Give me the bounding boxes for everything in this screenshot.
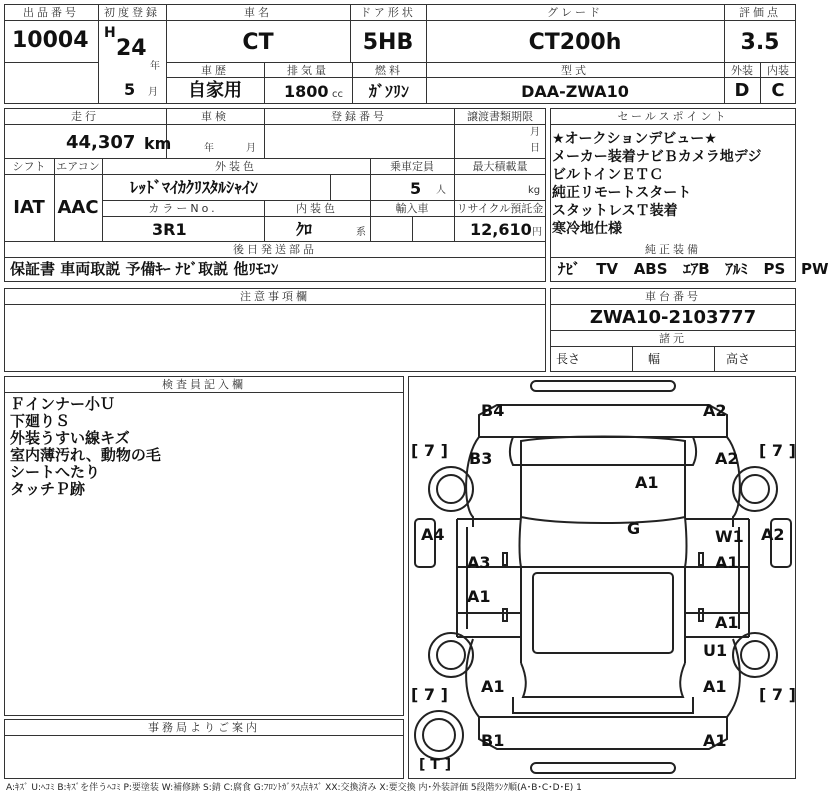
sales-point: ★オークションデビュー★: [552, 131, 717, 147]
color-label: 外装色: [215, 160, 257, 173]
mark-a1-right-rear-door: A1: [715, 613, 739, 632]
equipment-item: ｴｱB: [683, 260, 710, 278]
remark-line: タッチＰ跡: [10, 480, 86, 498]
mark-a2-front-right: A2: [703, 401, 727, 420]
right-rear-hub: [741, 641, 769, 669]
score: 3.5: [740, 30, 780, 55]
year-unit: 年: [150, 61, 160, 72]
grade: CT200h: [528, 30, 622, 55]
history-label: 車歴: [201, 64, 229, 77]
interior-color: ｸﾛ: [296, 220, 313, 239]
car-name-label: 車名: [244, 6, 272, 19]
remark-line: Ｆインナー小Ｕ: [10, 395, 116, 413]
disp-label: 排気量: [287, 64, 329, 77]
aircon: AAC: [57, 197, 99, 218]
front-bumper-top: [531, 381, 675, 391]
front-bumper: [479, 405, 727, 437]
ac-label: エアコン: [56, 160, 100, 173]
sales-point: スタットレスＴ装着: [552, 203, 678, 219]
equipment-item: ﾅﾋﾞ: [558, 260, 581, 278]
inspector-remarks: [10, 396, 161, 498]
remark-line: 外装うすい線キズ: [10, 429, 130, 447]
interior-unit: 系: [356, 227, 366, 238]
width-label: 幅: [648, 352, 661, 366]
equipment-list: [558, 262, 829, 277]
int-grade: C: [771, 80, 785, 101]
sales-point: ビルトインＥＴＣ: [552, 167, 664, 183]
chassis-number: ZWA10-2103777: [589, 307, 757, 328]
mark-a2-right-fender: A2: [715, 449, 739, 468]
shift-label: シフト: [12, 160, 46, 173]
inspector-label: 検査員記入欄: [162, 378, 246, 391]
reg-no-label: 登録番号: [331, 110, 387, 123]
right-rear-wheel: [733, 633, 777, 677]
model-code: DAA-ZWA10: [521, 82, 629, 101]
mark-b1: B1: [481, 731, 505, 750]
notes-label: 注意事項欄: [240, 290, 310, 303]
displacement: 1800: [284, 82, 329, 101]
equipment-item: PS: [763, 260, 786, 278]
load-unit: kg: [528, 185, 541, 196]
door-type: 5HB: [362, 30, 414, 55]
mark-a2-side: A2: [761, 525, 785, 544]
disp-unit: cc: [332, 89, 343, 100]
roof: [533, 573, 673, 653]
recycle-unit: 円: [532, 227, 542, 238]
mark-w1: W1: [715, 527, 744, 546]
remark-line: 下廻りＳ: [10, 412, 71, 430]
mark-u1: U1: [703, 641, 728, 660]
mileage-label: 走行: [71, 110, 99, 123]
first-reg-label: 初度登録: [104, 6, 160, 19]
era: H: [104, 25, 116, 41]
mark-b3: B3: [469, 449, 493, 468]
capacity: 5: [410, 179, 422, 198]
reg-year: 24: [116, 36, 147, 61]
mileage: 44,307: [66, 132, 136, 153]
mark-a1-rear: A1: [703, 731, 727, 750]
sales-point: 純正リモートスタート: [552, 185, 692, 201]
car-name: CT: [242, 30, 274, 55]
insp-year-unit: 年: [204, 143, 214, 154]
office-label: 事務局よりご案内: [148, 721, 260, 734]
car-diagram: [408, 376, 796, 779]
mileage-unit: km: [144, 134, 172, 153]
height-label: 高さ: [726, 352, 751, 366]
history: 自家用: [188, 80, 242, 101]
tire-depth-left-rear: [ 7 ]: [411, 685, 448, 704]
handle-lr: [503, 609, 507, 621]
equipment-item: PW: [801, 260, 829, 278]
spare-hub: [423, 719, 455, 751]
later-parts-label: 後日発送部品: [233, 243, 317, 256]
remark-line: 室内薄汚れ、動物の毛: [10, 446, 161, 464]
recycle-label: リサイクル預託金: [456, 202, 544, 215]
insp-month-unit: 月: [246, 143, 256, 154]
color-no: 3R1: [152, 220, 187, 239]
load-label: 最大積載量: [472, 160, 528, 173]
equipment-label: 純正装備: [645, 243, 701, 256]
equipment-item: ABS: [633, 260, 668, 278]
pillars: [521, 567, 685, 663]
transfer-label: 譲渡書類期限: [467, 110, 533, 123]
shift: IAT: [13, 197, 45, 218]
recycle-fee: 12,610: [470, 220, 532, 239]
rear-bumper-bottom: [531, 763, 675, 773]
interior-label: 内装色: [296, 202, 338, 215]
mark-a1-bottom-left: A1: [481, 677, 505, 696]
door-label: ドア形状: [360, 6, 416, 19]
transfer-month: 月: [530, 127, 540, 138]
mark-g: G: [627, 519, 641, 538]
hood: [521, 437, 685, 524]
fuel-label: 燃料: [375, 64, 403, 77]
color-no-label: カラーNo.: [148, 202, 218, 215]
remark-line: シートへたり: [10, 463, 101, 481]
transfer-day: 日: [530, 143, 540, 154]
mark-a1-left-rear-door: A1: [467, 587, 491, 606]
month-unit: 月: [148, 87, 158, 98]
score-label: 評価点: [739, 6, 781, 19]
mark-a3: A3: [467, 553, 491, 572]
equipment-item: TV: [596, 260, 619, 278]
chassis-label: 車台番号: [645, 290, 701, 303]
spare-tire-type: [ T ]: [419, 757, 452, 773]
mark-a4: A4: [421, 525, 445, 544]
left-side-panels: [457, 519, 467, 637]
tire-depth-right-front: [ 7 ]: [759, 441, 796, 460]
sales-point: メーカー装着ナビＢカメラ地デジ: [552, 149, 762, 165]
capacity-unit: 人: [436, 185, 446, 196]
inspection-label: 車検: [201, 110, 229, 123]
mark-a1-right-front-door: A1: [715, 553, 739, 572]
lot-label: 出品番号: [23, 6, 79, 19]
ext-label: 外装: [731, 64, 753, 77]
windshield: [520, 517, 687, 567]
body-color: ﾚｯﾄﾞﾏｲｶｸﾘｽﾀﾙｼｬｲﾝ: [130, 178, 259, 197]
grade-label: グレード: [547, 6, 603, 19]
rear-bumper: [479, 717, 727, 749]
trunk: [513, 697, 693, 713]
rear-window: [521, 663, 685, 697]
lot-number: 10004: [12, 28, 89, 53]
later-parts: 保証書 車両取説 予備ｷｰ ﾅﾋﾞ取説 他ﾘﾓｺﾝ: [10, 260, 279, 278]
sales-points-label: セールスポイント: [617, 110, 729, 123]
car-outline-diagram: [409, 377, 797, 780]
mark-b4: B4: [481, 401, 505, 420]
handle-rf: [699, 553, 703, 565]
length-label: 長さ: [556, 352, 581, 366]
equipment-item: ｱﾙﾐ: [725, 260, 748, 278]
legend: A:ｷｽﾞ U:ﾍｺﾐ B:ｷｽﾞを伴うﾍｺﾐ P:要塗装 W:補修跡 S:錆 C:腐食 G:ﾌﾛﾝﾄｶﾞﾗｽ点ｷｽﾞ XX:交換済み X:要交換 内･外装評価 5段階ﾗﾝｸ順(A･B･C･D･E) 1: [6, 783, 582, 793]
model-label: 型式: [561, 64, 589, 77]
ext-grade: D: [734, 80, 750, 101]
sales-points-list: [552, 130, 761, 238]
reg-month: 5: [124, 80, 136, 99]
right-front-hub: [741, 475, 769, 503]
import-label: 輸入車: [395, 202, 429, 215]
left-front-hub: [437, 475, 465, 503]
mark-a1-bottom-right: A1: [703, 677, 727, 696]
handle-lf: [503, 553, 507, 565]
fuel: ｶﾞｿﾘﾝ: [368, 82, 410, 101]
mark-a1-hood: A1: [635, 473, 659, 492]
tire-depth-left-front: [ 7 ]: [411, 441, 448, 460]
handle-rr: [699, 609, 703, 621]
sales-point: 寒冷地仕様: [552, 221, 622, 237]
capacity-label: 乗車定員: [390, 160, 434, 173]
int-label: 内装: [767, 64, 789, 77]
left-rear-wheel: [429, 633, 473, 677]
tire-depth-right-rear: [ 7 ]: [759, 685, 796, 704]
hood-top: [510, 437, 696, 465]
left-rear-hub: [437, 641, 465, 669]
spec-label: 諸元: [659, 332, 687, 345]
